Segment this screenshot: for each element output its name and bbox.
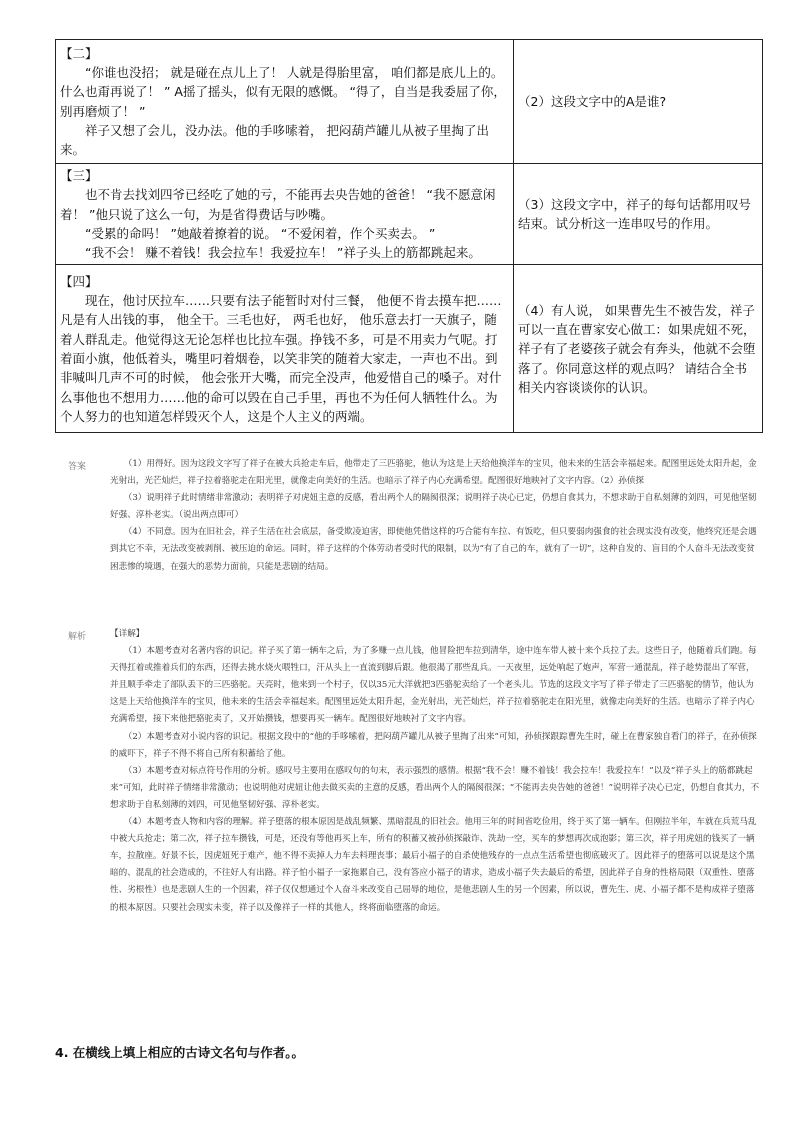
passage-cell — [56, 40, 514, 164]
passage-paragraph: 现在，他讨厌拉车……只要有法子能暂时对付三餐， 他便不肯去摸车把……凡是有人出钱的事， 他全干。三毛也好， 两毛也好， 他乐意去打一天旗子，随着人群乱走。他觉得这无论怎样也比拉车强。挣钱不多，可是不用卖力气呢。打着面小旗，他低着头，嘴里叼着烟卷，以笑非笑的随着大家走，一声也不出。到非喊叫几声不可的时候， 他会张开大嘴，而完全没声，他爱惜自己的嗓子。对什么事他也不想用力……他的命可以毁在自己手里，再也不为任何人牺牲什么。为个人努力的也知道怎样毁灭个人，这是个人主义的两端。 — [60, 293, 502, 424]
analysis-header: 【详解】 — [110, 629, 145, 639]
passage-cell — [56, 265, 514, 433]
passage-paragraph: “受累的命吗！ ”她敲着撩着的说。 “不爱闲着，作个买卖去。 ” — [60, 225, 436, 241]
passage-paragraph: “你谁也没招； 就是碰在点儿上了！ 人就是得胎里富， 咱们都是底儿上的。什么也甭再说了！ ” A摇了摇头，似有无限的感慨。 “得了，自当是我委屈了你，别再磨烦了！ ” — [60, 64, 506, 119]
table-row — [56, 40, 763, 164]
table-row — [56, 164, 763, 265]
passage-paragraph: 也不肯去找刘四爷已经吃了她的亏，不能再去央告她的爸爸！ “我不愿意闲着！ ”他只说了这么一句，为是省得费话与吵嘴。 — [60, 187, 496, 222]
analysis-paragraph: （2）本题考查对小说内容的识记。根据文段中的“他的手哆嗦着，把闷葫芦罐儿从被子里掏了出来”可知，孙侦探跟踪曹先生时，碰上在曹家独自看门的祥子，在孙侦探的威吓下，祥子不得不将自己所有积蓄给了他。 — [110, 731, 757, 759]
analysis-paragraph: （3）本题考查对标点符号作用的分析。感叹号主要用在感叹句的句末，表示强烈的感情。根据“我不会！赚不着钱！我会拉车！我爱拉车！”以及“祥子头上的筋都跳起来”可知，此时祥子情绪非常激动；也说明他对虎妞让他去做买卖的主意的反感，看出两个人的隔阂很深；“不能再去央告她的爸爸！”说明祥子决心已定，仍想自食其力，不想求助于自私刻薄的刘四，可见他坚韧好强、淳朴老实。 — [110, 765, 760, 810]
analysis-label: 解析 — [68, 632, 87, 642]
passage-tag: 【四】 — [60, 273, 98, 289]
analysis-paragraph: （1）本题考查对名著内容的识记。祥子买了第一辆车之后，为了多赚一点儿钱，他冒险把车拉到清华，途中连车带人被十来个兵拉了去。这些日子，他随着兵们跑。每天得扛着或推着兵们的东西，还得去挑水烧火喂牲口，汗从头上一直流到脚后跟。他很渴了那些乱兵。一天夜里，远处响起了炮声，军营一通混乱，祥子趁势混出了军营，并且顺手牵走了部队丢下的三匹骆驼。天亮时，他来到一个村子，仅以35元大洋就把3匹骆驼卖给了一个老头儿。节选的这段文字写了祥子带走了三匹骆驼的情节，他认为这是上天给他换洋车的宝贝，他未来的生活会幸福起来。配图里远处太阳升起，金光射出，光芒灿烂，祥子拉着骆驼走在阳光里，就像走向美好的生活。也暗示了祥子内心充满希望，接下来他把骆驼卖了，又开始攒钱，想要再买一辆车。配图很好地映衬了文字内容。 — [110, 646, 757, 725]
question-cell: （4）有人说， 如果曹先生不被告发，祥子可以一直在曹家安心做工：如果虎妞不死，祥子有了老婆孩子就会有奔头，他就不会堕落了。你同意这样的观点吗？ 请结合全书相关内容谈谈你的认识。 — [514, 265, 763, 433]
question-cell: （3）这段文字中，祥子的每句话都用叹号结束。试分析这一连串叹号的作用。 — [514, 164, 763, 265]
passage-paragraph: “我不会！ 赚不着钱！我会拉车！我爱拉车！ ”祥子头上的筋都跳起来。 — [60, 245, 481, 261]
question-4-heading: 4. 在横线上填上相应的古诗文名句与作者。。 — [55, 1045, 305, 1060]
passage-paragraph: 祥子又想了会儿，没办法。他的手哆嗦着， 把闷葫芦罐儿从被子里掏了出来。 — [60, 122, 489, 158]
passage-tag: 【三】 — [60, 168, 98, 183]
answer-paragraph: （1）用得好。因为这段文字写了祥子在被大兵抢走车后，他带走了三匹骆驼，他认为这是上天给他换洋车的宝贝，他未来的生活会幸福起来。配图里远处太阳升起，金光射出，光芒灿烂，祥子拉着骆驼走在阳光里，就像走向美好的生活。也暗示了祥子内心充满希望。配图很好地映衬了文字内容。（2）孙侦探 — [110, 459, 757, 487]
table-row — [56, 265, 763, 433]
question-cell: （2）这段文字中的A是谁? — [514, 40, 763, 164]
reading-questions-table — [55, 39, 763, 433]
passage-tag: 【二】 — [60, 45, 98, 61]
answer-block — [110, 456, 762, 576]
answer-label: 答案 — [68, 462, 87, 472]
passage-cell — [56, 164, 514, 265]
answer-paragraph: （4）不同意。因为在旧社会，祥子生活在社会底层，备受欺凌迫害，即使他凭借这样的巧合能有车拉、有饭吃，但只要弱肉强食的社会现实没有改变，他终究还是会遇到其它不幸，无法改变被剥削、被压迫的命运。同时，祥子这样的个体劳动者受时代的限制，以为“有了自己的车，就有了一切”，这种自发的、盲目的个人奋斗无法改变贫困悲惨的境遇，在强大的恶势力面前，只能是悲剧的结局。 — [110, 527, 757, 572]
answer-paragraph: （3）说明祥子此时情绪非常激动；表明祥子对虎妞主意的反感，看出两个人的隔阂很深；说明祥子决心已定，仍想自食其力，不想求助于自私刻薄的刘四，可见他坚韧好强、淳朴老实。（说出两点即可） — [110, 493, 757, 521]
analysis-block — [110, 626, 762, 917]
analysis-paragraph: （4）本题考查人物和内容的理解。祥子堕落的根本原因是战乱频繁、黑暗混乱的旧社会。他用三年的时间省吃俭用，终于买了第一辆车。但刚拉半年，车就在兵荒马乱中被大兵抢走；第二次，祥子拉车攒钱，可是，还没有等他再买上车，所有的积蓄又被孙侦探敲诈、洗劫一空，买车的梦想再次成泡影；第三次，祥子用虎妞的钱买了一辆车，拉散座。好景不长，因虎妞死于难产，他不得不卖掉人力车去料理丧事；最后小福子的自杀使他残存的一点点生活希望也彻底破灭了。因此祥子的堕落可以说是这个黑暗的、混乱的社会造成的，不往好人有出路。祥子怕小福子一家拖累自己，没有答应小福子的请求，造成小福子失去最后的希望，因此祥子自身的性格局限（双重性、堕落性、劣根性）也是悲剧人生的一个因素，祥子仅仅想通过个人奋斗来改变自己屈辱的地位，是他悲剧人生的另一个因素，所以说，曹先生、虎、小福子都不是构成祥子堕落的根本原因。只要社会现实未变，祥子以及像祥子一样的其他人，终将面临堕落的命运。 — [110, 817, 757, 913]
